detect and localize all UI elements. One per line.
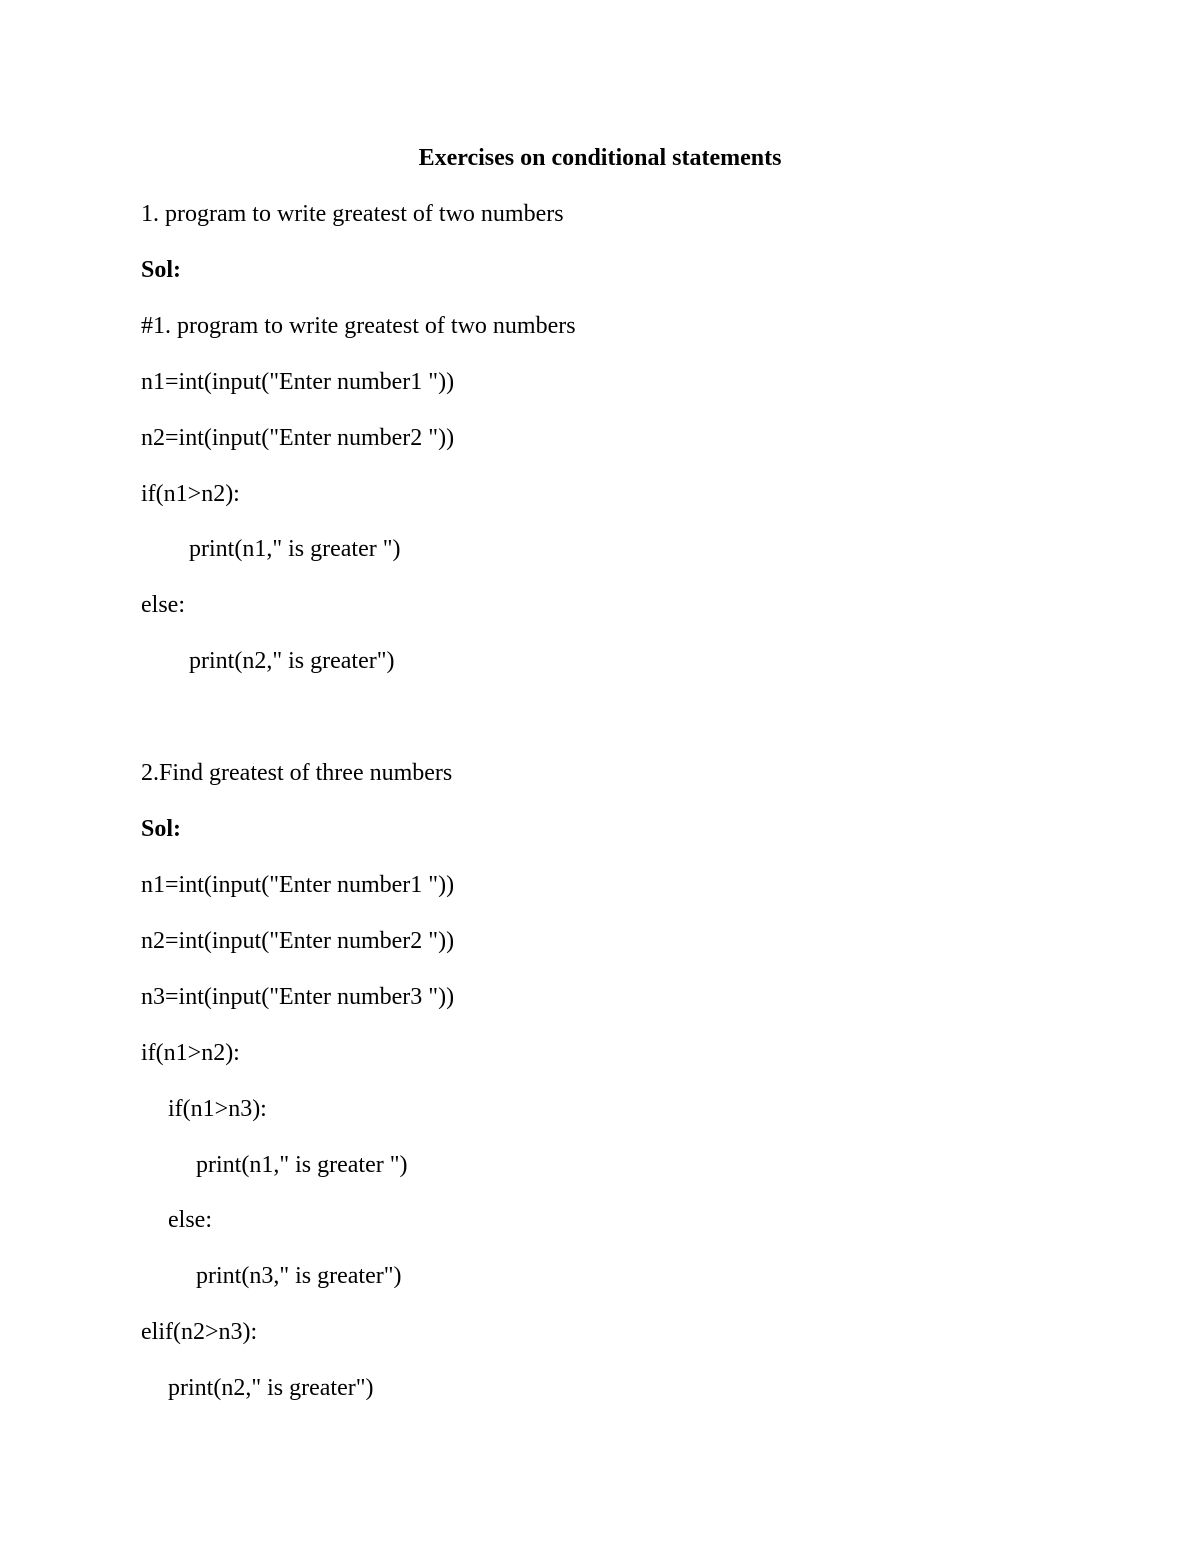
document-title: Exercises on conditional statements: [418, 145, 782, 171]
question-2: 2.Find greatest of three numbers: [141, 760, 453, 786]
code-line: if(n1>n3):: [168, 1096, 267, 1122]
code-line: if(n1>n2):: [141, 481, 240, 507]
code-line: #1. program to write greatest of two numbers: [141, 313, 576, 339]
code-line: print(n3," is greater"): [196, 1263, 402, 1289]
code-line: print(n2," is greater"): [189, 648, 395, 674]
code-line: print(n1," is greater "): [196, 1152, 408, 1178]
code-line: n2=int(input("Enter number2 ")): [141, 928, 455, 954]
question-1: 1. program to write greatest of two numbers: [141, 201, 564, 227]
code-line: else:: [141, 592, 185, 618]
code-line: else:: [168, 1207, 212, 1233]
code-line: elif(n2>n3):: [141, 1319, 258, 1345]
code-line: if(n1>n2):: [141, 1040, 240, 1066]
code-line: n3=int(input("Enter number3 ")): [141, 984, 455, 1010]
code-line: n1=int(input("Enter number1 ")): [141, 369, 455, 395]
code-line: n2=int(input("Enter number2 ")): [141, 425, 455, 451]
sol-label-1: Sol:: [141, 257, 182, 283]
code-line: print(n2," is greater"): [168, 1375, 374, 1401]
sol-label-2: Sol:: [141, 816, 182, 842]
code-line: n1=int(input("Enter number1 ")): [141, 872, 455, 898]
code-line: print(n1," is greater "): [189, 536, 401, 562]
